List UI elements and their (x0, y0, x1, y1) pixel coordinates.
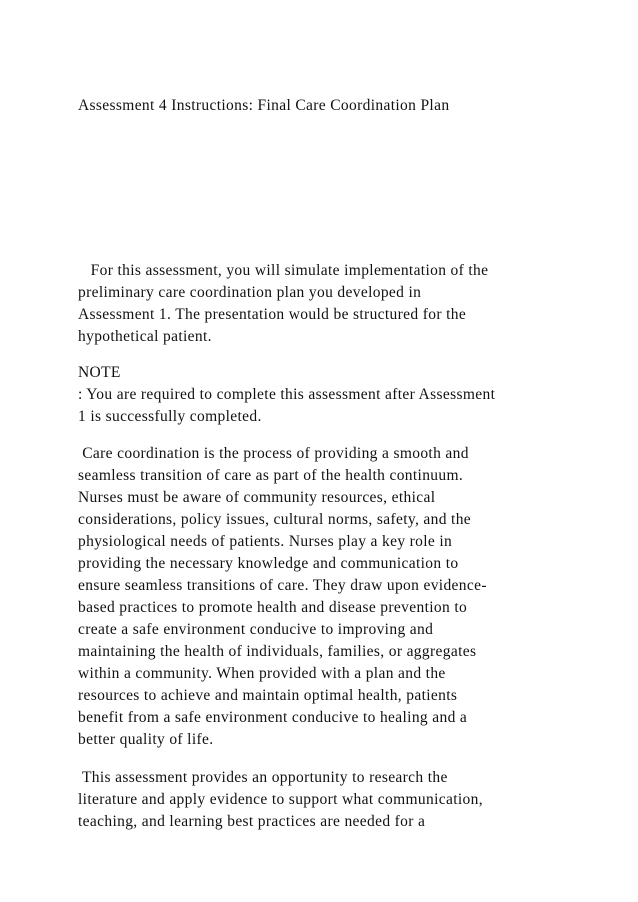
paragraph-3-line-4: considerations, policy issues, cultural norms, safety, and the (78, 511, 472, 528)
paragraph-3-line-8: based practices to promote health and disease prevention to (78, 599, 468, 616)
paragraph-2-line-3: 1 is successfully completed. (78, 408, 262, 425)
paragraph-4-line-1: This assessment provides an opportunity to research the (78, 769, 448, 786)
paragraph-3-line-9: create a safe environment conducive to improving and (78, 621, 434, 638)
paragraph-2-line-1: NOTE (78, 364, 121, 381)
paragraph-3-line-10: maintaining the health of individuals, families, or aggregates (78, 643, 477, 660)
paragraph-4-line-2: literature and apply evidence to support what communication, (78, 791, 483, 808)
paragraph-3-line-5: physiological needs of patients. Nurses play a key role in (78, 533, 453, 550)
paragraph-1-line-4: hypothetical patient. (78, 328, 212, 345)
paragraph-3-line-6: providing the necessary knowledge and communication to (78, 555, 459, 572)
paragraph-3-line-3: Nurses must be aware of community resources, ethical (78, 489, 436, 506)
paragraph-3-line-13: benefit from a safe environment conducive to healing and a (78, 709, 468, 726)
paragraph-3-line-11: within a community. When provided with a plan and the (78, 665, 446, 682)
paragraph-3-line-2: seamless transition of care as part of the health continuum. (78, 467, 464, 484)
paragraph-3-line-1: Care coordination is the process of providing a smooth and (78, 445, 469, 462)
paragraph-2-line-2: : You are required to complete this assessment after Assessment (78, 386, 496, 403)
paragraph-3-line-12: resources to achieve and maintain optimal health, patients (78, 687, 458, 704)
paragraph-3-line-14: better quality of life. (78, 731, 214, 748)
paragraph-1-line-3: Assessment 1. The presentation would be structured for the (78, 306, 467, 323)
paragraph-4-line-3: teaching, and learning best practices are needed for a (78, 813, 426, 830)
paragraph-1-line-1: For this assessment, you will simulate implementation of the (78, 262, 489, 279)
document-title: Assessment 4 Instructions: Final Care Coordination Plan (78, 97, 450, 114)
paragraph-1-line-2: preliminary care coordination plan you developed in (78, 284, 422, 301)
paragraph-3-line-7: ensure seamless transitions of care. They draw upon evidence- (78, 577, 487, 594)
